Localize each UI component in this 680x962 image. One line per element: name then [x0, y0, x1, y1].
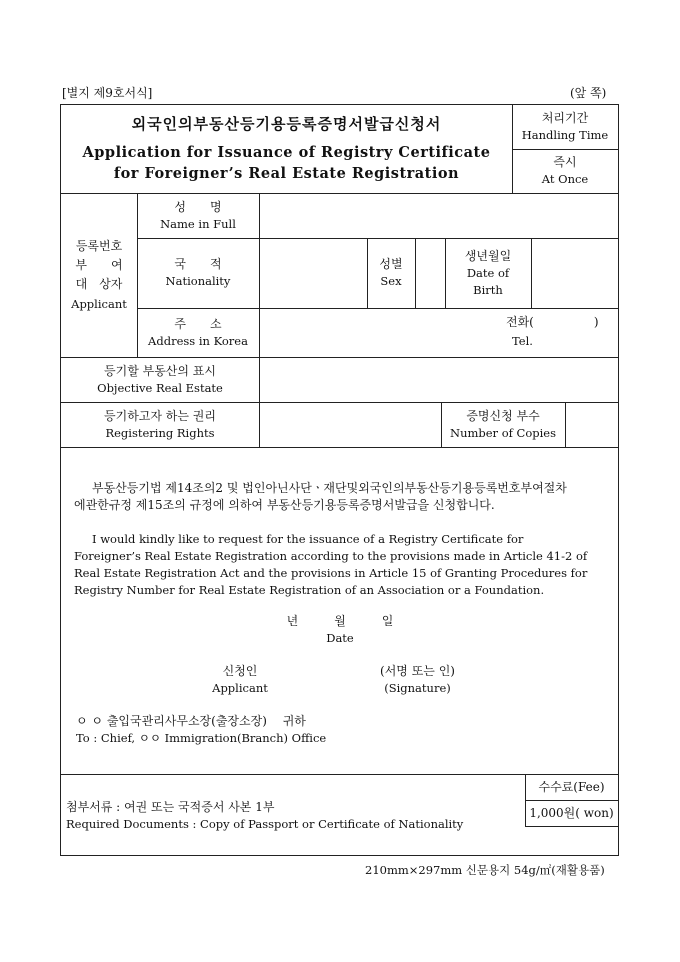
registering-rights-label: 등기하고자 하는 권리 Registering Rights	[104, 408, 216, 440]
sex-field[interactable]	[416, 239, 445, 308]
nationality-label: 국 적 Nationality	[165, 257, 231, 289]
real-estate-field[interactable]	[260, 358, 617, 402]
address-field[interactable]	[260, 309, 510, 357]
date-of-birth-field[interactable]	[532, 239, 617, 308]
fee-amount: 1,000원( won)	[529, 806, 614, 820]
required-documents: 첨부서류 : 여권 또는 국적증서 사본 1부 Required Documents : Copy of Passport or Certificate of Nationality	[66, 800, 464, 831]
application-date: 년 월 일 Date	[286, 614, 394, 645]
handling-time-label: 처리기간 Handling Time	[521, 111, 609, 143]
sex-label: 성별 Sex	[379, 257, 403, 289]
nationality-field[interactable]	[260, 239, 367, 308]
statement-ko: 부동산등기법 제14조의2 및 법인아닌사단ㆍ재단및외국인의부동산등기용등록번호부여절차 에관한규정 제15조의 규정에 의하여 부동산등기용등록증명서발급을 신청합니다.	[74, 481, 567, 512]
real-estate-label: 등기할 부동산의 표시 Objective Real Estate	[97, 363, 223, 395]
telephone-label: 전화( ) Tel.	[506, 315, 599, 349]
name-label: 성 명 Name in Full	[160, 199, 236, 231]
form-title-en-line2: for Foreigner’s Real Estate Registration	[113, 165, 460, 183]
form-title	[61, 105, 512, 193]
fee-label: 수수료(Fee)	[538, 780, 605, 794]
number-of-copies-label: 증명신청 부수 Number of Copies	[450, 408, 556, 440]
date-of-birth-label: 생년월일 Date of Birth	[464, 248, 512, 297]
signature-field[interactable]: (서명 또는 인) (Signature)	[380, 664, 455, 695]
address-label: 주 소 Address in Korea	[148, 316, 248, 348]
form-title-ko: 외국인의부동산등기용등록증명서발급신청서	[131, 115, 442, 133]
form-number: [별지 제9호서식]	[62, 86, 153, 100]
applicant-signature-label: 신청인 Applicant	[212, 664, 268, 695]
form-title-en-line1: Application for Issuance of Registry Certificate	[82, 143, 491, 161]
statement-en: I would kindly like to request for the issuance of a Registry Certificate for Foreigner’s Real Estate Registration according to the provisions made in Article 41-2 of Real Estate Registration Act and the provisions in Article 15 of Granting Procedures for Registry Number for Real Estate Registration of an Association or a Foundation.	[74, 532, 588, 597]
name-field[interactable]	[260, 194, 617, 238]
registering-rights-field[interactable]	[260, 403, 440, 447]
paper-spec: 210mm×297mm 신문용지 54g/㎡(재활용품)	[365, 863, 605, 877]
recipient: ㅇ ㅇ 출입국관리사무소장(출장소장) 귀하 To : Chief, ㅇㅇ Immigration(Branch) Office	[76, 714, 327, 745]
number-of-copies-field[interactable]	[566, 403, 617, 447]
page-side-label: (앞 쪽)	[570, 86, 607, 100]
applicant-group-label: 등록번호 부 여 대 상자 Applicant	[71, 239, 127, 311]
handling-time-value: 즉시 At Once	[541, 155, 589, 187]
